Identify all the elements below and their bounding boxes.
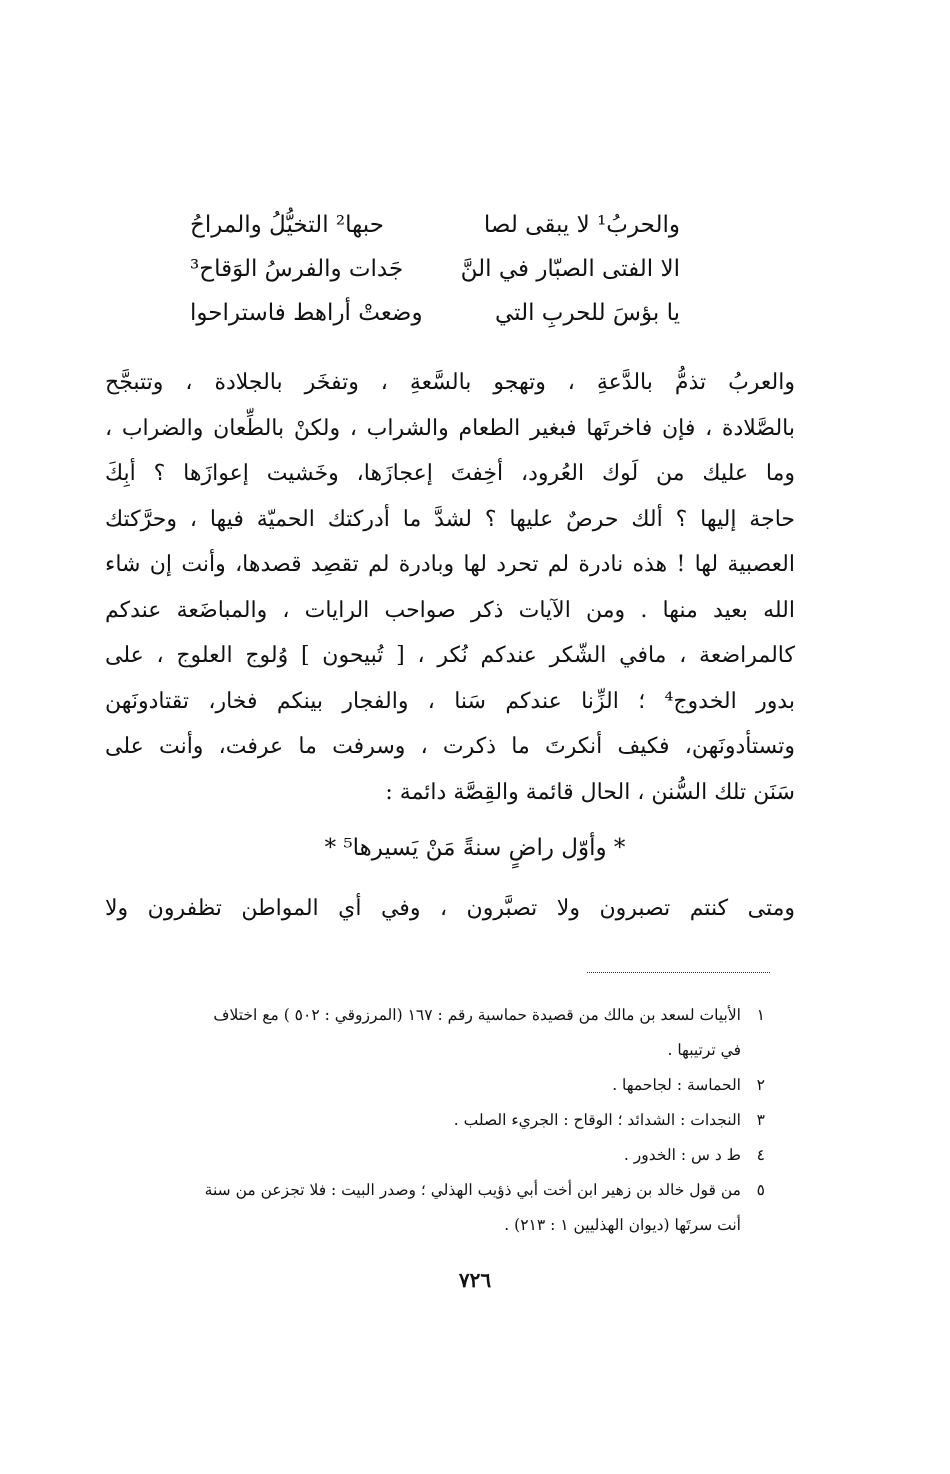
footnote-text: النجدات : الشدائد ؛ الوقاح : الجريء الصلب .	[453, 1111, 741, 1129]
footnote-number: ٣	[756, 1111, 765, 1129]
footnote-number: ١	[756, 1006, 765, 1024]
text-line: بالصَّلادة ، فإن فاخرتَها فبغير الطعام والشراب ، ولكنْ بالطِّعان والضراب ،	[105, 415, 795, 441]
verse-line	[190, 247, 680, 291]
footnote-text: أنت سرتَها (ديوان الهذليين ١ : ٢١٣) .	[504, 1216, 741, 1234]
footnote	[105, 1138, 765, 1173]
footnotes	[105, 998, 765, 1243]
verse-hemistich-right: والحربُ¹ لا يبقى لصا	[483, 212, 680, 238]
verse-line	[190, 203, 680, 247]
verse-hemistich-left: وضعتْ أراهط فاستراحوا	[190, 300, 423, 326]
footnote-number: ٥	[756, 1181, 765, 1199]
text-line: العصبية لها ! هذه نادرة لم تحرد لها وبادرة لم تقصِد قصدها، وأنت إن شاء	[105, 552, 795, 577]
footnote-text: من قول خالد بن زهير ابن أخت أبي ذؤيب الهذلي ؛ وصدر البيت : فلا تجزعن من سنة	[204, 1181, 741, 1199]
footnote-number: ٤	[756, 1146, 765, 1164]
text-line: وما عليك من لَوك العُرود، أخِفتَ إعجازَها، وخَشيت إعوازَها ؟ أبِكَ	[105, 461, 795, 486]
verse-hemistich-right: الا الفتى الصبّار في النَّ	[460, 256, 680, 282]
footnote	[105, 998, 765, 1068]
text-line: حاجة إليها ؟ ألك حرصٌ عليها ؟ لشدَّ ما أدركتك الحميّة فيها ، وحرَّكتك	[105, 506, 795, 532]
footnote-divider	[587, 972, 770, 973]
page-number: ٧٢٦	[458, 1268, 492, 1292]
verse-block	[190, 203, 680, 335]
verse-hemistich-left: حبها² التخيُّلُ والمراحُ	[190, 212, 384, 238]
footnote-text: في ترتيبها .	[667, 1041, 741, 1059]
text-line: سَنَن تلك السُّنن ، الحال قائمة والقِصَّة دائمة :	[385, 779, 795, 805]
footnote-text: الحماسة : لجاحمها .	[612, 1076, 741, 1094]
footnote-text: الأبيات لسعد بن مالك من قصيدة حماسية رقم : ١٦٧ (المرزوقي : ٥٠٢ ) مع اختلاف	[213, 1006, 741, 1024]
footnote	[105, 1068, 765, 1103]
text-line: الله بعيد منها . ومن الآيات ذكر صواحب الرايات ، والمباضَعة عندكم	[105, 597, 795, 623]
text-line: بدور الخدوج⁴ ؛ الزِّنا عندكم سَنا ، والفجار بينكم فخار، تقتادونَهن	[105, 688, 795, 714]
quoted-verse: * وأوّل راضٍ سنةً مَنْ يَسيرها⁵ *	[324, 835, 626, 861]
verse-hemistich-right: يا بؤسَ للحربِ التي	[494, 300, 680, 326]
verse-line	[190, 291, 680, 335]
text-line: والعربُ تذمُّ بالدَّعةِ ، وتهجو بالسَّعةِ ، وتفخَر بالجلادة ، وتتبجَّح	[105, 370, 795, 395]
body-paragraph	[105, 360, 795, 815]
verse-hemistich-left: جَدات والفرسُ الوَقاح³	[190, 256, 404, 282]
footnote-text: ط د س : الخدور .	[623, 1146, 741, 1164]
text-line: كالمراضعة ، مافي الشّكر عندكم نُكر ، [ تُبيحون ] وُلوج العلوج ، على	[105, 643, 795, 668]
footnote	[105, 1173, 765, 1243]
footnote-number: ٢	[756, 1076, 765, 1094]
text-line: وتستأدونَهن، فكيف أنكرتَ ما ذكرت ، وسرفت ما عرفت، وأنت على	[105, 734, 795, 759]
footnote	[105, 1103, 765, 1138]
continuation-line: ومتى كنتم تصبرون ولا تصبَّرون ، وفي أي المواطن تظفرون ولا	[105, 896, 795, 921]
